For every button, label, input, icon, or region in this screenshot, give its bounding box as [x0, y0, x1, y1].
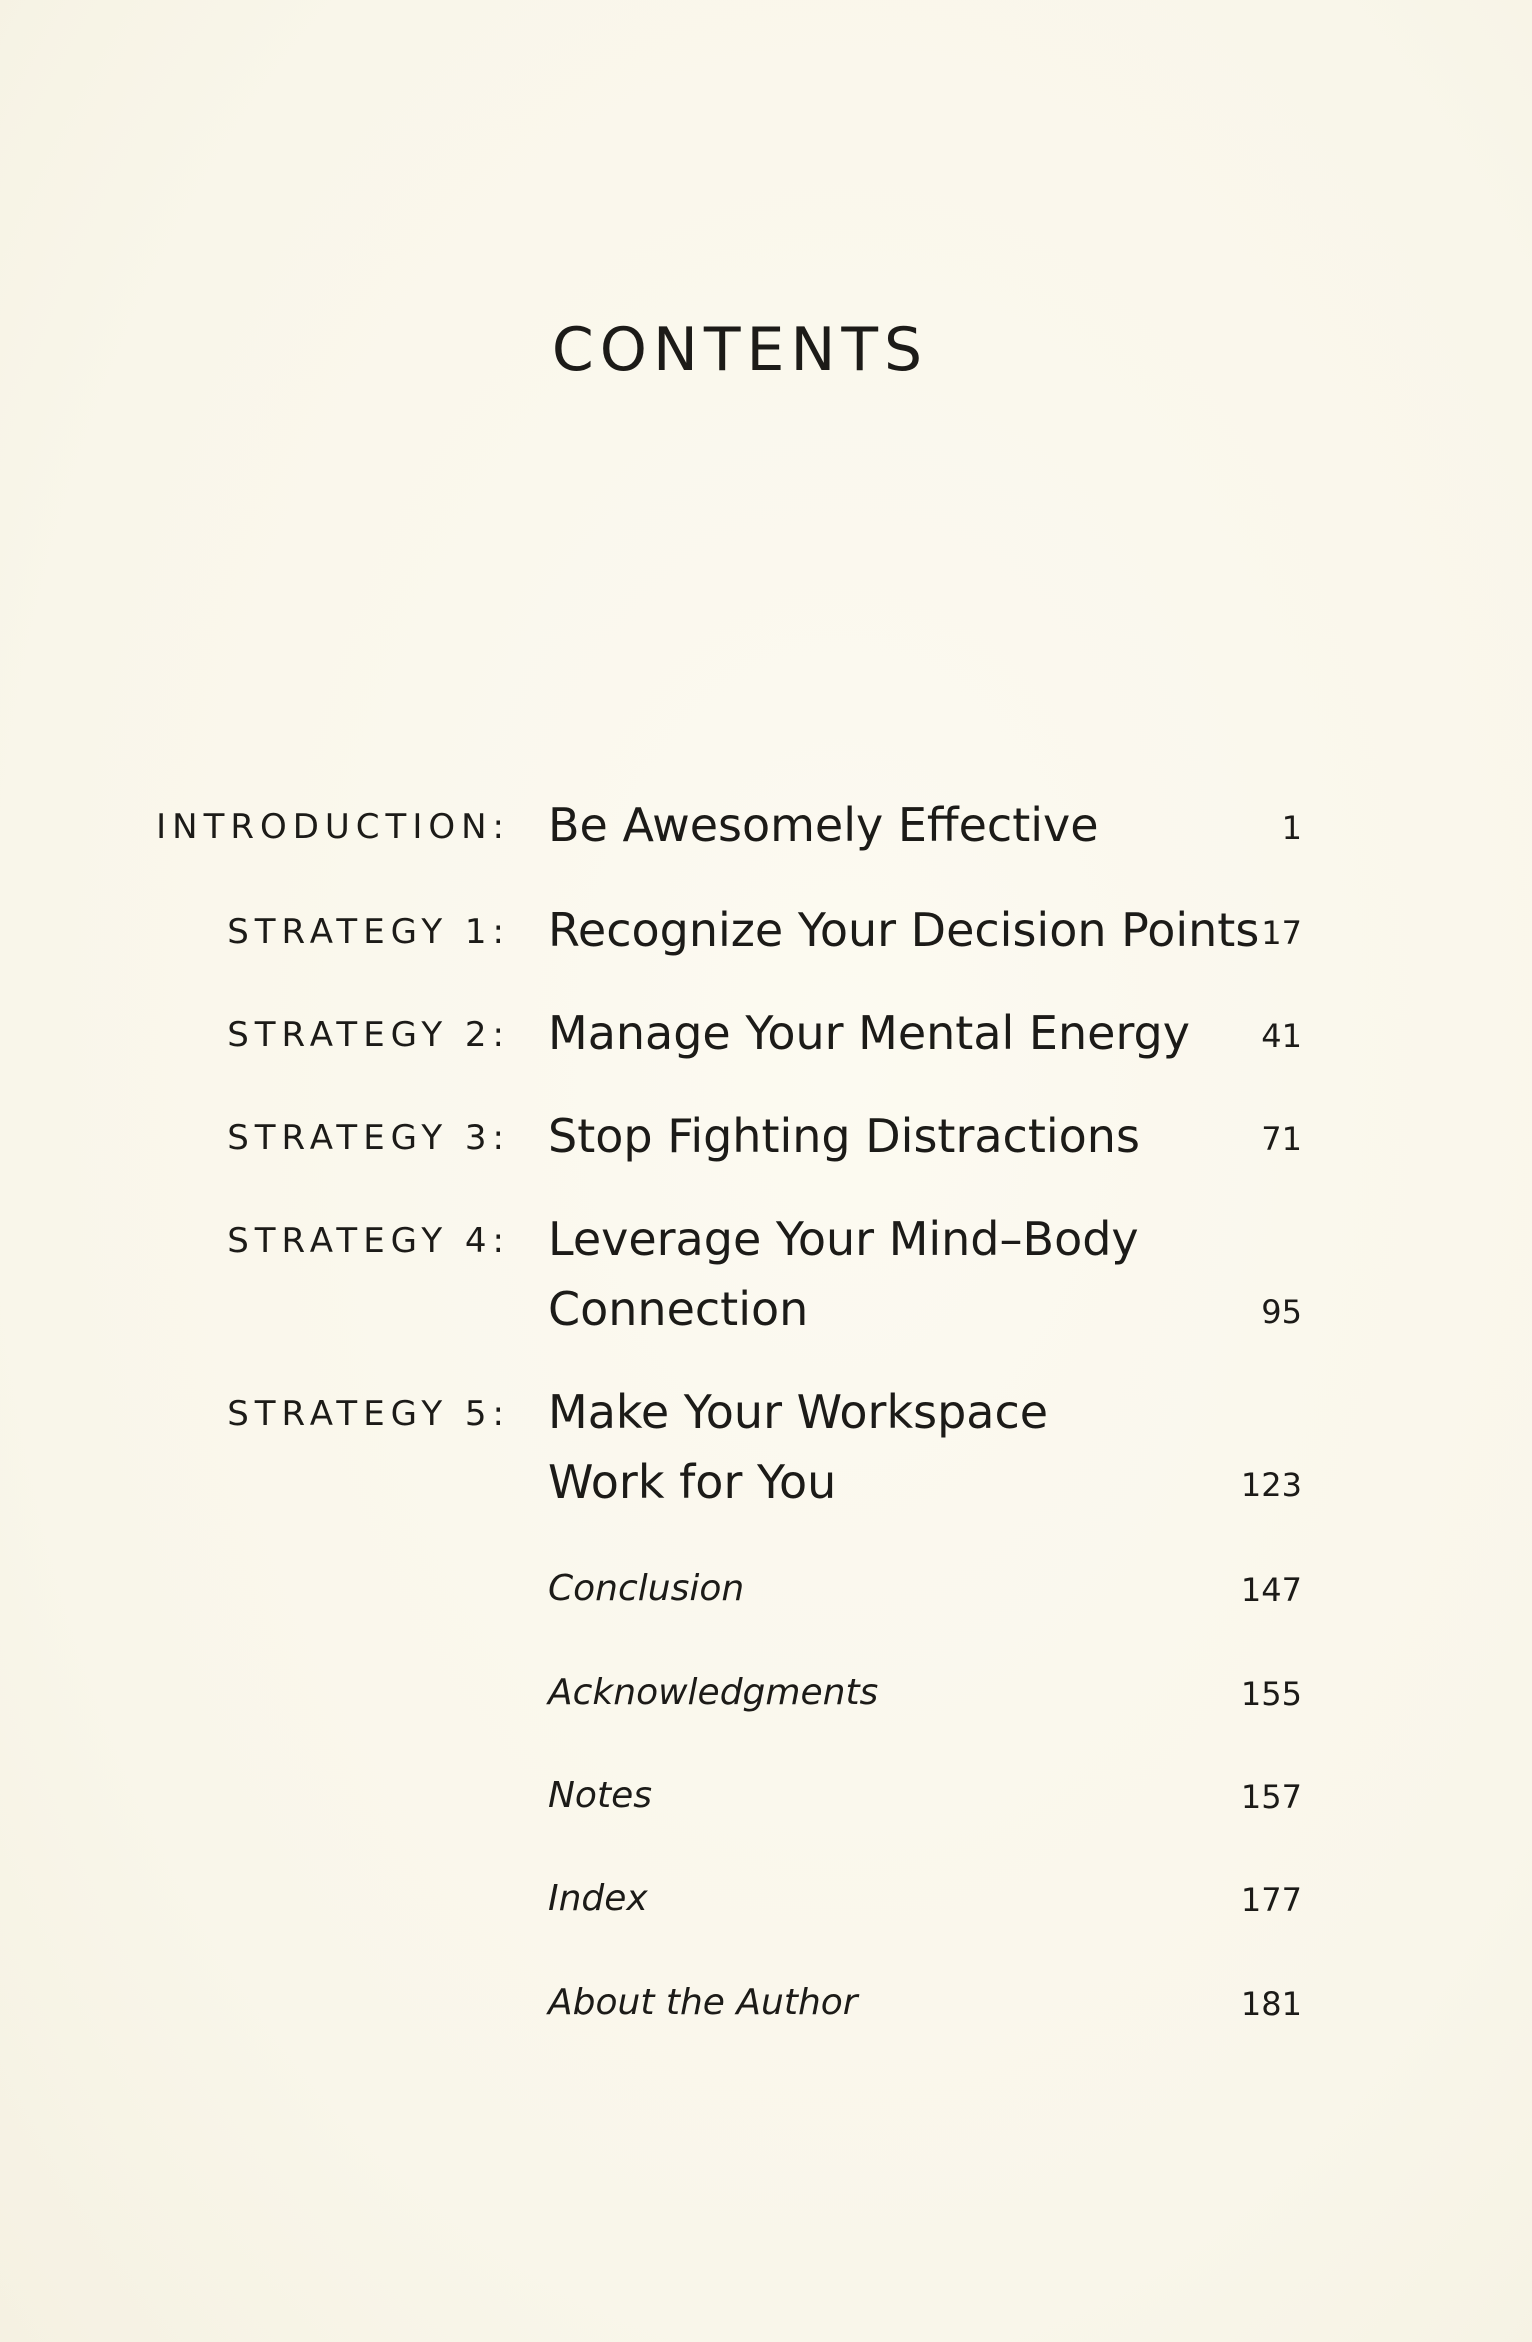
toc-entry-title	[548, 1204, 1188, 1344]
page-title: CONTENTS	[551, 315, 929, 385]
toc-entry-title: Acknowledgments	[548, 1672, 879, 1713]
toc-entry-title-line: Connection	[548, 1282, 809, 1336]
toc-entry-title: Index	[548, 1878, 648, 1919]
toc-entry-title-line: Work for You	[548, 1455, 837, 1509]
toc-entry-page-number: 181	[1240, 1985, 1302, 2023]
toc-entry-label: STRATEGY 3:	[227, 1118, 510, 1158]
toc-entry-page-number: 1	[1281, 809, 1302, 847]
toc-entry-title: About the Author	[548, 1982, 858, 2023]
toc-entry-page-number: 17	[1261, 914, 1302, 952]
toc-entry-title-line: Manage Your Mental Energy	[548, 1006, 1190, 1060]
toc-entry-title	[548, 998, 1188, 1068]
toc-entry-title-line: Make Your Workspace	[548, 1385, 1049, 1439]
toc-entry-page-number: 177	[1240, 1881, 1302, 1919]
toc-entry-title-line: Leverage Your Mind–Body	[548, 1212, 1139, 1266]
toc-entry-title	[548, 895, 1260, 965]
toc-entry-label: STRATEGY 2:	[227, 1015, 510, 1055]
toc-entry-page-number: 147	[1240, 1571, 1302, 1609]
toc-entry-page-number: 157	[1240, 1778, 1302, 1816]
toc-entry-title-line: Stop Fighting Distractions	[548, 1109, 1140, 1163]
toc-entry-label: STRATEGY 4:	[227, 1221, 510, 1261]
toc-entry-label: INTRODUCTION:	[156, 807, 510, 847]
toc-entry-page-number: 41	[1261, 1017, 1302, 1055]
toc-entry-title	[548, 1377, 1188, 1517]
toc-entry-title: Notes	[548, 1775, 652, 1816]
toc-entry-page-number: 71	[1261, 1120, 1302, 1158]
toc-entry-page-number: 155	[1240, 1675, 1302, 1713]
toc-entry-page-number: 123	[1240, 1466, 1302, 1504]
toc-entry-title	[548, 1101, 1188, 1171]
toc-entry-label: STRATEGY 1:	[227, 912, 510, 952]
toc-entry-page-number: 95	[1261, 1293, 1302, 1331]
toc-entry-label: STRATEGY 5:	[227, 1394, 510, 1434]
toc-entry-title-line: Recognize Your Decision Points	[548, 903, 1260, 957]
toc-entry-title	[548, 790, 1188, 860]
toc-entry-title: Conclusion	[548, 1568, 745, 1609]
toc-entry-title-line: Be Awesomely Effective	[548, 798, 1099, 852]
